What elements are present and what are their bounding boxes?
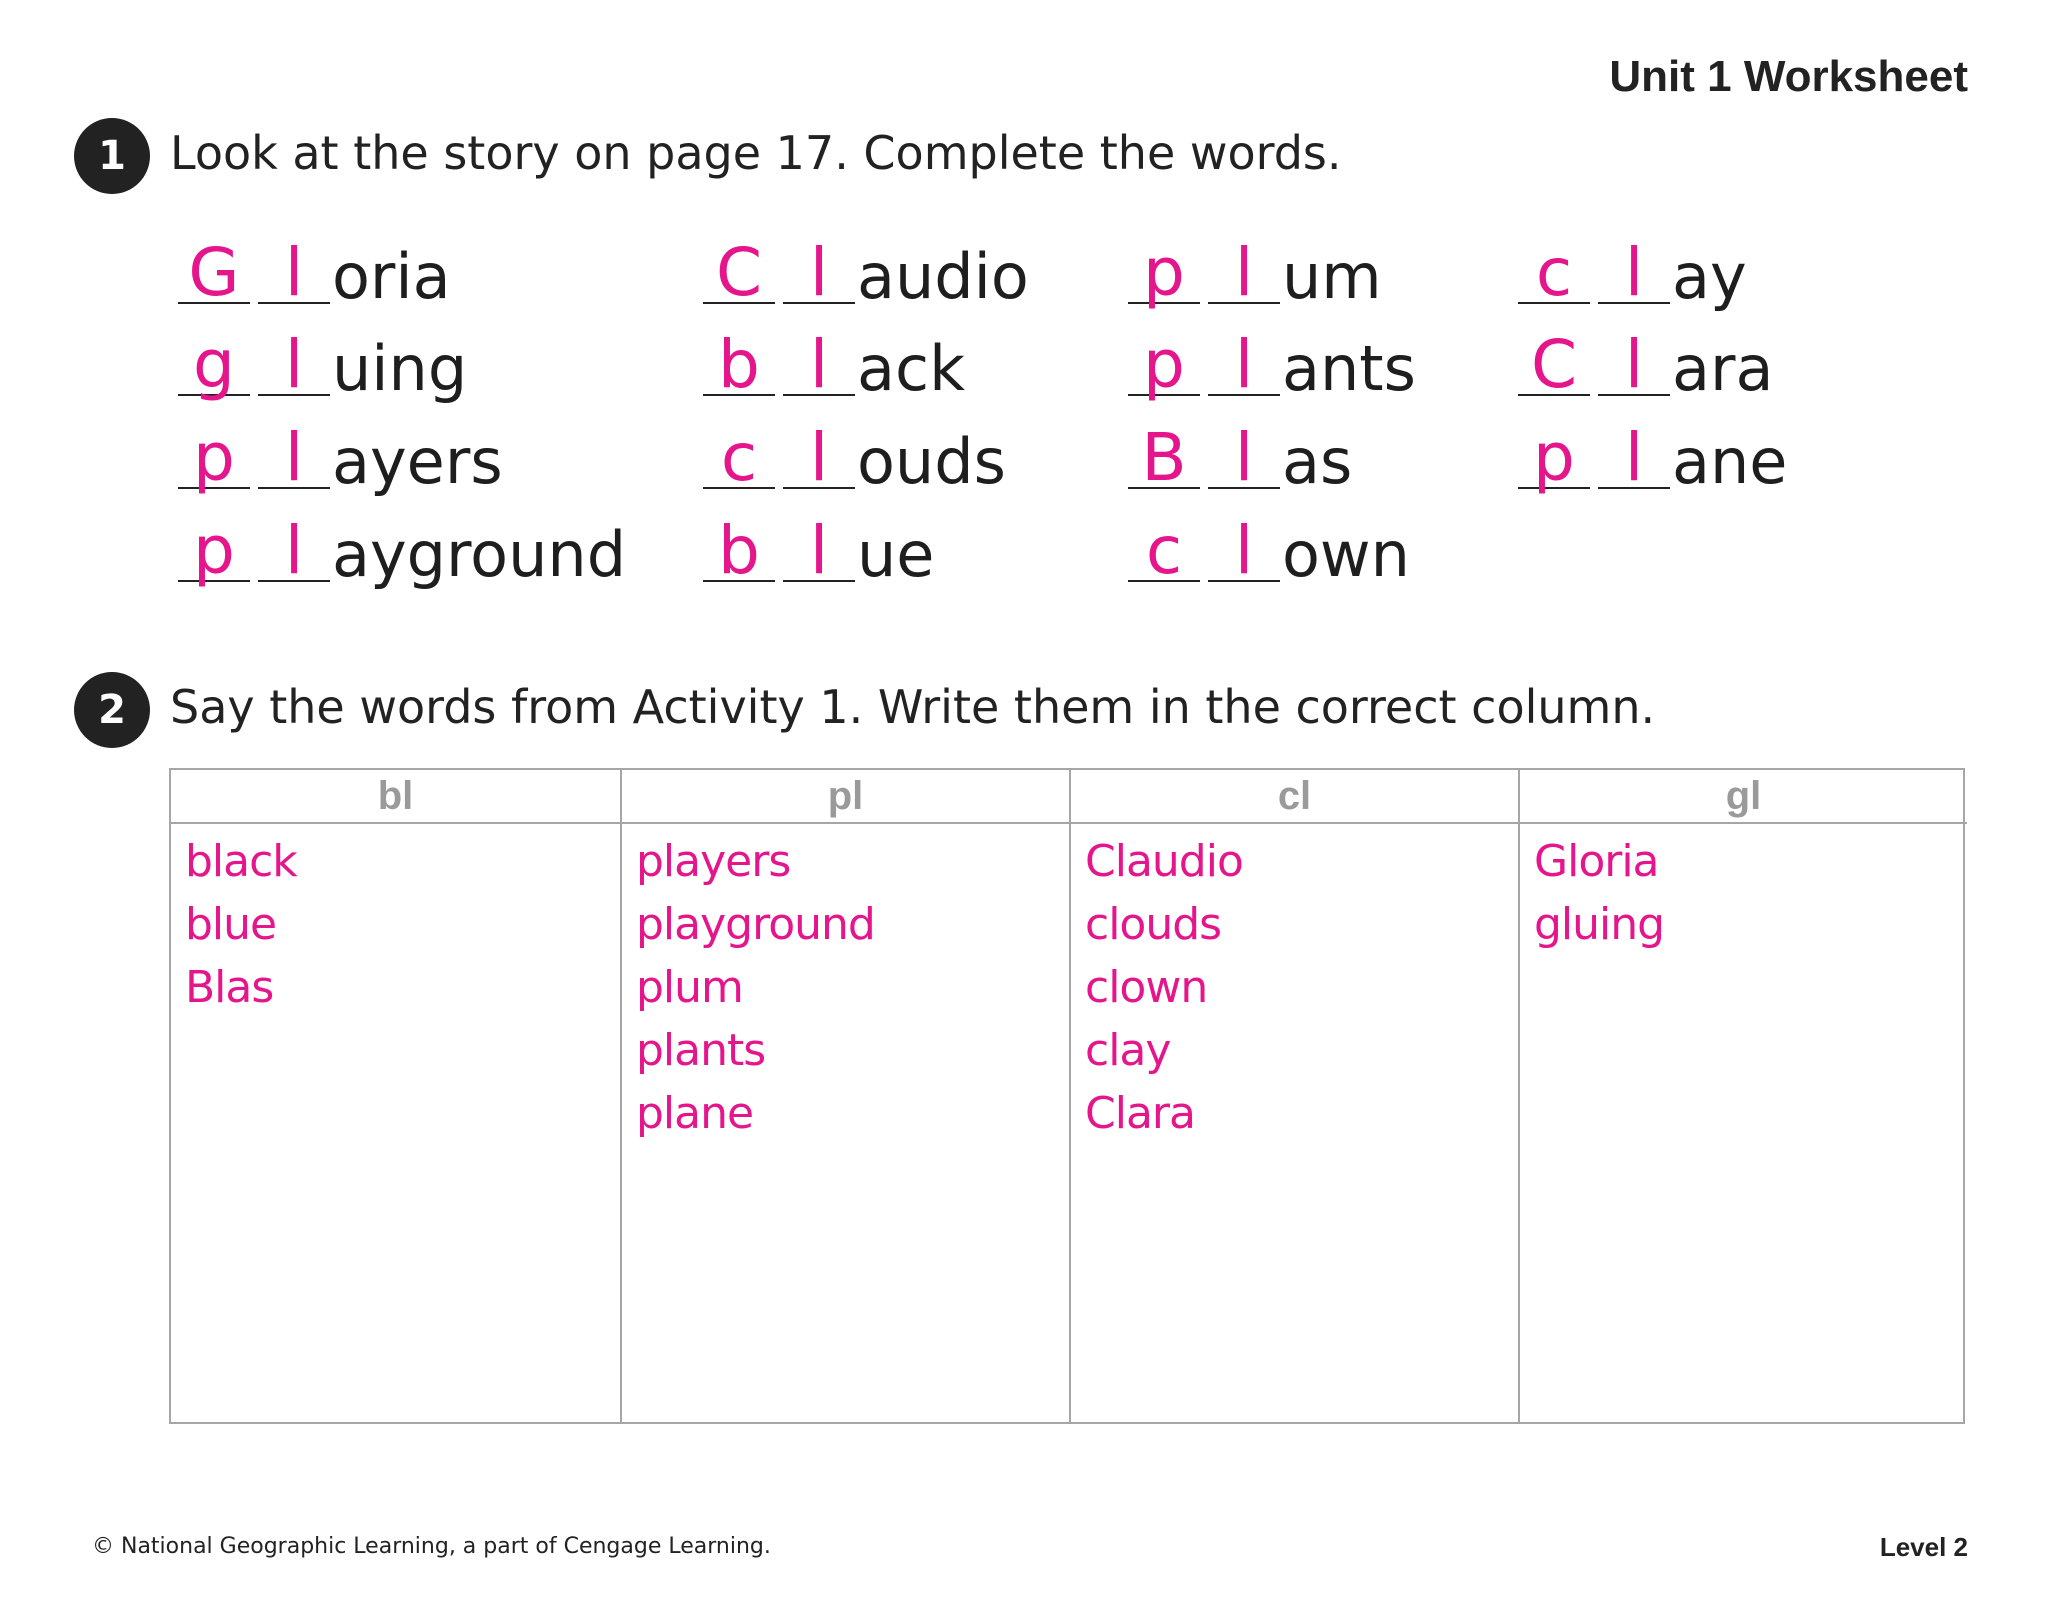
word-completion-item <box>1128 218 1382 313</box>
blank-first-letter[interactable] <box>1518 324 1590 403</box>
blank-first-letter[interactable] <box>178 324 250 403</box>
column-word-list[interactable] <box>1520 824 1967 956</box>
word-ending: ara <box>1672 332 1774 405</box>
handwritten-word: Clara <box>1085 1088 1195 1139</box>
column-header: cl <box>1071 770 1518 824</box>
blank-first-letter[interactable] <box>1128 417 1200 496</box>
word-ending: ayground <box>332 518 627 591</box>
word-ending: ay <box>1672 240 1747 313</box>
table-column-3 <box>1518 770 1967 1422</box>
blank-second-letter[interactable] <box>783 324 855 403</box>
word-ending: ayers <box>332 425 503 498</box>
handwritten-letter: p <box>193 419 235 496</box>
word-completion-item <box>1128 310 1416 405</box>
blank-second-letter[interactable] <box>1208 232 1280 311</box>
handwritten-word: plants <box>636 1025 766 1076</box>
handwritten-letter: B <box>1141 419 1187 496</box>
table-column-1 <box>620 770 1069 1422</box>
blank-first-letter[interactable] <box>178 232 250 311</box>
word-completion-item <box>178 310 468 405</box>
word-ending: ane <box>1672 425 1788 498</box>
handwritten-letter: C <box>1530 326 1578 403</box>
blank-first-letter[interactable] <box>1518 232 1590 311</box>
word-ending: uing <box>332 332 468 405</box>
handwritten-word: plane <box>636 1088 754 1139</box>
word-completion-item <box>1518 310 1774 405</box>
table-column-2 <box>1069 770 1518 1422</box>
handwritten-word: playground <box>636 899 875 950</box>
word-completion-item <box>178 218 451 313</box>
handwritten-word: clay <box>1085 1025 1171 1076</box>
handwritten-letter: c <box>1145 512 1183 589</box>
handwritten-letter: b <box>718 512 760 589</box>
blank-first-letter[interactable] <box>1518 417 1590 496</box>
worksheet-title: Unit 1 Worksheet <box>1609 52 1968 101</box>
column-header: pl <box>622 770 1069 824</box>
handwritten-letter: c <box>720 419 758 496</box>
handwritten-word: black <box>185 836 297 887</box>
handwritten-letter: g <box>193 326 235 403</box>
handwritten-letter: l <box>1624 326 1644 403</box>
blank-second-letter[interactable] <box>1598 417 1670 496</box>
activity2-instruction: Say the words from Activity 1. Write them in the correct column. <box>170 680 1656 734</box>
handwritten-letter: l <box>284 419 304 496</box>
column-word-list[interactable] <box>622 824 1069 1145</box>
handwritten-letter: l <box>809 419 829 496</box>
blank-second-letter[interactable] <box>1208 510 1280 589</box>
blank-second-letter[interactable] <box>783 232 855 311</box>
handwritten-word: clown <box>1085 962 1208 1013</box>
blank-second-letter[interactable] <box>258 417 330 496</box>
handwritten-letter: l <box>1234 326 1254 403</box>
handwritten-word: Gloria <box>1534 836 1659 887</box>
word-completion-item <box>1128 403 1353 498</box>
blank-first-letter[interactable] <box>1128 232 1200 311</box>
blank-second-letter[interactable] <box>1598 324 1670 403</box>
blank-first-letter[interactable] <box>1128 510 1200 589</box>
handwritten-letter: p <box>1533 419 1575 496</box>
handwritten-letter: c <box>1535 234 1573 311</box>
blank-first-letter[interactable] <box>703 232 775 311</box>
word-completion-item <box>703 403 1006 498</box>
word-completion-item <box>703 218 1029 313</box>
blank-second-letter[interactable] <box>783 510 855 589</box>
blank-first-letter[interactable] <box>703 417 775 496</box>
column-word-list[interactable] <box>171 824 620 1019</box>
blank-second-letter[interactable] <box>1208 417 1280 496</box>
column-header: bl <box>171 770 620 824</box>
activity1-instruction: Look at the story on page 17. Complete the words. <box>170 126 1342 180</box>
word-completion-item <box>703 496 935 591</box>
blank-second-letter[interactable] <box>258 510 330 589</box>
blank-second-letter[interactable] <box>1208 324 1280 403</box>
word-completion-item <box>178 496 627 591</box>
word-completion-item <box>178 403 503 498</box>
handwritten-word: gluing <box>1534 899 1665 950</box>
handwritten-word: players <box>636 836 791 887</box>
handwritten-letter: l <box>1234 512 1254 589</box>
word-ending: ue <box>857 518 935 591</box>
table-column-0 <box>171 770 620 1422</box>
handwritten-word: blue <box>185 899 277 950</box>
word-ending: ack <box>857 332 965 405</box>
blank-first-letter[interactable] <box>1128 324 1200 403</box>
handwritten-letter: l <box>284 512 304 589</box>
column-word-list[interactable] <box>1071 824 1518 1145</box>
handwritten-letter: l <box>809 326 829 403</box>
handwritten-letter: l <box>284 234 304 311</box>
handwritten-letter: l <box>809 234 829 311</box>
word-completion-item <box>1518 403 1788 498</box>
handwritten-word: plum <box>636 962 743 1013</box>
word-ending: um <box>1282 240 1382 313</box>
handwritten-word: Claudio <box>1085 836 1243 887</box>
word-ending: oria <box>332 240 451 313</box>
handwritten-word: Blas <box>185 962 274 1013</box>
word-ending: ants <box>1282 332 1416 405</box>
word-ending: audio <box>857 240 1029 313</box>
handwritten-letter: l <box>1234 234 1254 311</box>
column-header: gl <box>1520 770 1967 824</box>
handwritten-letter: p <box>193 512 235 589</box>
handwritten-letter: l <box>809 512 829 589</box>
blank-first-letter[interactable] <box>703 510 775 589</box>
word-completion-item <box>703 310 965 405</box>
blank-first-letter[interactable] <box>178 510 250 589</box>
blank-second-letter[interactable] <box>258 324 330 403</box>
activity1-badge: 1 <box>74 118 150 194</box>
word-completion-item <box>1128 496 1410 591</box>
word-completion-item <box>1518 218 1747 313</box>
activity2-badge: 2 <box>74 672 150 748</box>
handwritten-letter: l <box>1624 419 1644 496</box>
handwritten-letter: l <box>1234 419 1254 496</box>
blank-second-letter[interactable] <box>1598 232 1670 311</box>
word-ending: ouds <box>857 425 1006 498</box>
word-ending: own <box>1282 518 1410 591</box>
handwritten-letter: p <box>1143 326 1185 403</box>
handwritten-letter: C <box>715 234 763 311</box>
handwritten-letter: l <box>1624 234 1644 311</box>
blank-second-letter[interactable] <box>258 232 330 311</box>
handwritten-word: clouds <box>1085 899 1222 950</box>
copyright-footer: © National Geographic Learning, a part of Cengage Learning. <box>92 1534 771 1559</box>
blank-first-letter[interactable] <box>703 324 775 403</box>
handwritten-letter: p <box>1143 234 1185 311</box>
activity2-sort-table <box>169 768 1965 1424</box>
word-ending: as <box>1282 425 1353 498</box>
blank-first-letter[interactable] <box>178 417 250 496</box>
handwritten-letter: G <box>188 234 240 311</box>
handwritten-letter: l <box>284 326 304 403</box>
handwritten-letter: b <box>718 326 760 403</box>
blank-second-letter[interactable] <box>783 417 855 496</box>
level-label: Level 2 <box>1879 1532 1968 1562</box>
